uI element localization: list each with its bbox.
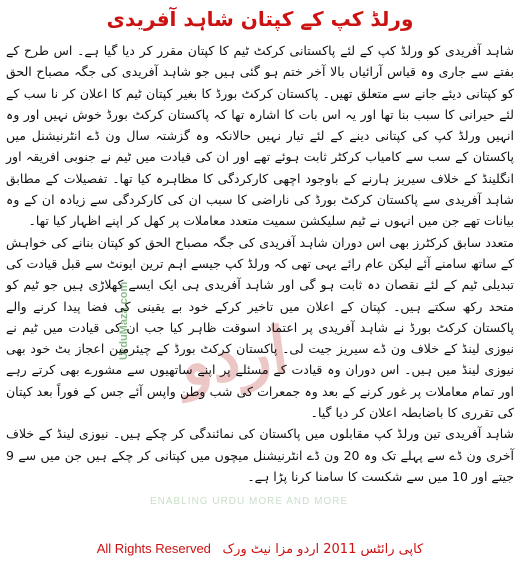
copyright-footer: [0, 538, 520, 560]
paragraph-2: متعدد سابق کرکٹرز بھی اس دوران شاہد آفریدی کی جگہ مصباح الحق کو کپتان بنانے کی خواہش کے ساتھ سامنے آئے لیکن عام رائے یہی تھی کہ ورلڈ کپ جیسے اہم ترین ایونٹ سے قبل قیادت کی تبدیلی ٹیم کے لئے نقصان دہ ثابت ہو گی اور شاہد آفریدی ہی ایک ایسے کھلاڑی ہیں جو ٹیم کو متحد رکھ سکتے ہیں۔ کپتان کے اعلان میں تاخیر کرکے خود بے یقینی کی فضا پیدا کرنے والے پاکستان کرکٹ بورڈ نے شاہد آفریدی پر اعتماد اسوقت ظاہر کیا جب ان کی قیادت میں ٹیم نے نیوزی لینڈ کے خلاف ون ڈے سیریز جیت لی۔ پاکستان کرکٹ بورڈ کے چیئرمین اعجاز بٹ خود بھی نیوزی لینڈ میں ہیں۔ اس دوران وہ قیادت کے مسئلے پر اپنے ساتھیوں سے مشورے بھی کرتے رہے اور تمام معاملات پر غور کرنے کے بعد وہ جمعرات کی شب وطن واپس آئے جس کے فوراً بعد کپتان کی تقرری کا باضابطہ اعلان کر دیا گیا۔: [6, 234, 514, 421]
article-body: [6, 40, 514, 487]
watermark-tagline: ENABLING URDU MORE AND MORE: [150, 496, 349, 507]
paragraph-3: شاہد آفریدی تین ورلڈ کپ مقابلوں میں پاکستان کی نمائندگی کر چکے ہیں۔ نیوزی لینڈ کے خلاف آخری ون ڈے سے پہلے تک وہ 20 ون ڈے انٹرنیشنل میچوں میں کپتانی کر چکے ہیں جن میں سے 9 جیتے اور 10 میں سے شکست کا سامنا کرنا پڑا ہے۔: [6, 426, 514, 484]
watermark-logo: اردو: [175, 312, 293, 403]
paragraph-1: شاہد آفریدی کو ورلڈ کپ کے لئے پاکستانی کرکٹ ٹیم کا کپتان مقرر کر دیا گیا ہے۔ اس طرح کے بفتے سے جاری وہ قیاس آرائیاں بالا آخر ختم ہو گئی ہیں جو شاہد آفریدی کی جگہ مصباح الحق کو کپتانی دیئے جانے سے متعلق تھیں۔ پاکستان کرکٹ بورڈ کا بغیر کپتان ٹیم کا اعلان کر نا سب کے لئے حیرانی کا سبب بنا تھا اور یہ اس بات کا اشارہ تھا کہ پاکستان کرکٹ بورڈ خوش نہیں اور وہ انہیں ورلڈ کپ کی کپتانی دینے کے لئے تیار نہیں حالانکہ وہ گزشتہ سال ون ڈے انٹرنیشنل میں پاکستان کے سب سے کامیاب کرکٹر ثابت ہوئے تھے اور ان کی قیادت میں ٹیم نے جنوبی افریقہ اور انگلینڈ کے خلاف سیریز ہارنے کے باوجود اچھی کارکردگی کا مظاہرہ کیا تھا۔ تفصیلات کے مطابق شاہد آفریدی سے پاکستان کرکٹ بورڈ کی ناراضی کا سبب ان کی کارکردگی سے زیادہ ان کے وہ بیانات تھے جن میں انہوں نے ٹیم سلیکشن سمیت متعدد معاملات پر کھل کر اپنے اظہار کیا تھا۔: [6, 43, 514, 229]
copyright-urdu: کاپی رائٹس 2011 اردو مزا نیٹ ورک: [222, 542, 424, 557]
article-title: ورلڈ کپ کے کپتان شاہد آفریدی: [106, 7, 414, 31]
copyright-english: All Rights Reserved: [96, 541, 211, 556]
watermark-side-text: UrduMaza.com: [118, 281, 130, 360]
